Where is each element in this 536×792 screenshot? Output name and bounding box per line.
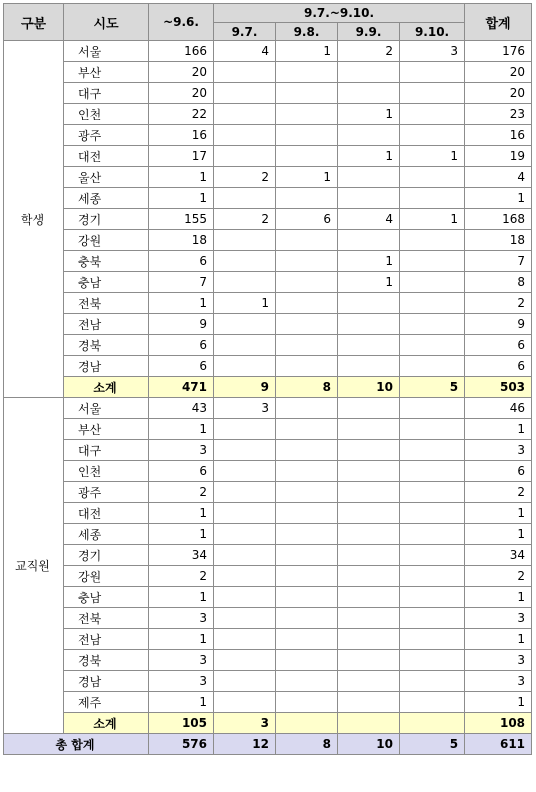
value-cell: [400, 608, 465, 629]
value-cell: [338, 167, 400, 188]
value-cell: 4: [338, 209, 400, 230]
table-row: [4, 125, 532, 146]
value-cell: [338, 83, 400, 104]
value-cell: [276, 461, 338, 482]
table-body: [4, 41, 532, 755]
value-cell: [338, 503, 400, 524]
value-cell: [338, 545, 400, 566]
value-cell: 22: [149, 104, 214, 125]
value-cell: 2: [149, 482, 214, 503]
value-cell: [214, 419, 276, 440]
header-date-2: 9.8.: [276, 23, 338, 41]
value-cell: [400, 671, 465, 692]
value-cell: [214, 461, 276, 482]
value-cell: 1: [465, 524, 532, 545]
value-cell: [400, 272, 465, 293]
table-row: [4, 503, 532, 524]
value-cell: 3: [465, 608, 532, 629]
value-cell: [338, 440, 400, 461]
value-cell: [214, 545, 276, 566]
group-label: 교직원: [4, 398, 64, 734]
value-cell: [276, 566, 338, 587]
value-cell: [214, 272, 276, 293]
value-cell: [338, 188, 400, 209]
table-row: [4, 566, 532, 587]
value-cell: 3: [149, 650, 214, 671]
value-cell: [400, 62, 465, 83]
value-cell: 1: [400, 209, 465, 230]
table-row: [4, 524, 532, 545]
region-cell: 경남: [64, 671, 149, 692]
value-cell: [400, 293, 465, 314]
value-cell: [214, 335, 276, 356]
value-cell: 34: [149, 545, 214, 566]
subtotal-row: [4, 713, 532, 734]
value-cell: 1: [149, 167, 214, 188]
value-cell: [276, 692, 338, 713]
value-cell: [214, 440, 276, 461]
value-cell: [400, 335, 465, 356]
value-cell: [400, 650, 465, 671]
value-cell: [214, 188, 276, 209]
value-cell: 1: [465, 587, 532, 608]
value-cell: 3: [149, 671, 214, 692]
value-cell: 18: [149, 230, 214, 251]
table-row: [4, 209, 532, 230]
table-row: [4, 608, 532, 629]
table-row: [4, 41, 532, 62]
value-cell: [338, 566, 400, 587]
value-cell: 1: [276, 167, 338, 188]
covid-cases-table: [3, 3, 532, 755]
subtotal-value: [338, 713, 400, 734]
value-cell: 23: [465, 104, 532, 125]
value-cell: [400, 566, 465, 587]
region-cell: 경기: [64, 209, 149, 230]
table-row: [4, 692, 532, 713]
table-row: [4, 83, 532, 104]
region-cell: 전북: [64, 608, 149, 629]
region-cell: 강원: [64, 230, 149, 251]
value-cell: [214, 524, 276, 545]
region-cell: 광주: [64, 482, 149, 503]
table-row: [4, 650, 532, 671]
value-cell: [338, 125, 400, 146]
table-row: [4, 314, 532, 335]
value-cell: 1: [149, 419, 214, 440]
value-cell: [338, 671, 400, 692]
value-cell: [214, 104, 276, 125]
value-cell: [400, 629, 465, 650]
value-cell: [400, 398, 465, 419]
subtotal-value: [400, 713, 465, 734]
table-row: [4, 587, 532, 608]
value-cell: 16: [465, 125, 532, 146]
value-cell: [214, 251, 276, 272]
value-cell: [400, 314, 465, 335]
value-cell: 6: [149, 335, 214, 356]
subtotal-value: 108: [465, 713, 532, 734]
table-row: [4, 545, 532, 566]
header-before: ~9.6.: [149, 4, 214, 41]
value-cell: 20: [465, 62, 532, 83]
group-label: 학생: [4, 41, 64, 398]
value-cell: 18: [465, 230, 532, 251]
value-cell: [338, 608, 400, 629]
table-row: [4, 251, 532, 272]
value-cell: 1: [465, 629, 532, 650]
value-cell: [276, 62, 338, 83]
value-cell: 3: [214, 398, 276, 419]
subtotal-value: [276, 713, 338, 734]
value-cell: [276, 356, 338, 377]
value-cell: 4: [214, 41, 276, 62]
header-date-1: 9.7.: [214, 23, 276, 41]
value-cell: 34: [465, 545, 532, 566]
value-cell: [276, 671, 338, 692]
value-cell: [400, 251, 465, 272]
value-cell: 2: [214, 167, 276, 188]
value-cell: [276, 230, 338, 251]
grand-total-value: 5: [400, 734, 465, 755]
value-cell: [338, 314, 400, 335]
value-cell: [214, 587, 276, 608]
value-cell: [214, 356, 276, 377]
value-cell: [338, 482, 400, 503]
value-cell: 1: [149, 587, 214, 608]
table-row: [4, 440, 532, 461]
value-cell: [338, 461, 400, 482]
header-category: 구분: [4, 4, 64, 41]
region-cell: 제주: [64, 692, 149, 713]
value-cell: 9: [465, 314, 532, 335]
value-cell: 176: [465, 41, 532, 62]
table-row: [4, 671, 532, 692]
value-cell: [276, 545, 338, 566]
value-cell: [214, 125, 276, 146]
grand-total-value: 8: [276, 734, 338, 755]
value-cell: 155: [149, 209, 214, 230]
value-cell: [338, 650, 400, 671]
value-cell: 3: [465, 440, 532, 461]
value-cell: [276, 398, 338, 419]
region-cell: 광주: [64, 125, 149, 146]
value-cell: [276, 251, 338, 272]
value-cell: [338, 524, 400, 545]
region-cell: 충남: [64, 272, 149, 293]
value-cell: [400, 692, 465, 713]
value-cell: 20: [149, 83, 214, 104]
value-cell: [338, 629, 400, 650]
region-cell: 대전: [64, 503, 149, 524]
value-cell: [400, 230, 465, 251]
value-cell: [276, 482, 338, 503]
value-cell: [214, 83, 276, 104]
subtotal-value: 9: [214, 377, 276, 398]
header-range: 9.7.~9.10.: [214, 4, 465, 23]
value-cell: 1: [149, 503, 214, 524]
value-cell: [214, 629, 276, 650]
table-row: [4, 62, 532, 83]
value-cell: [276, 587, 338, 608]
value-cell: 1: [149, 692, 214, 713]
value-cell: [400, 482, 465, 503]
value-cell: 168: [465, 209, 532, 230]
region-cell: 부산: [64, 419, 149, 440]
region-cell: 전남: [64, 629, 149, 650]
value-cell: [400, 524, 465, 545]
region-cell: 전북: [64, 293, 149, 314]
subtotal-value: 503: [465, 377, 532, 398]
region-cell: 충남: [64, 587, 149, 608]
value-cell: [400, 440, 465, 461]
region-cell: 세종: [64, 524, 149, 545]
value-cell: 1: [214, 293, 276, 314]
value-cell: [276, 335, 338, 356]
region-cell: 서울: [64, 398, 149, 419]
value-cell: 6: [465, 335, 532, 356]
value-cell: [400, 356, 465, 377]
table-row: [4, 482, 532, 503]
table-row: [4, 356, 532, 377]
table-row: [4, 167, 532, 188]
grand-total-value: 10: [338, 734, 400, 755]
region-cell: 경북: [64, 335, 149, 356]
value-cell: 2: [338, 41, 400, 62]
region-cell: 경남: [64, 356, 149, 377]
value-cell: [276, 83, 338, 104]
value-cell: 6: [149, 251, 214, 272]
value-cell: [338, 62, 400, 83]
value-cell: [276, 188, 338, 209]
subtotal-value: 105: [149, 713, 214, 734]
table-row: [4, 230, 532, 251]
region-cell: 대구: [64, 83, 149, 104]
value-cell: [276, 608, 338, 629]
value-cell: 1: [338, 251, 400, 272]
value-cell: [276, 419, 338, 440]
value-cell: [276, 440, 338, 461]
value-cell: [214, 482, 276, 503]
table-row: [4, 398, 532, 419]
value-cell: 9: [149, 314, 214, 335]
value-cell: 1: [465, 188, 532, 209]
grand-total-label: 총 합계: [4, 734, 149, 755]
value-cell: [276, 104, 338, 125]
value-cell: 1: [465, 503, 532, 524]
value-cell: [338, 335, 400, 356]
subtotal-value: 5: [400, 377, 465, 398]
value-cell: [400, 545, 465, 566]
value-cell: [276, 503, 338, 524]
region-cell: 경북: [64, 650, 149, 671]
value-cell: 166: [149, 41, 214, 62]
value-cell: 1: [465, 692, 532, 713]
value-cell: [338, 692, 400, 713]
value-cell: 1: [465, 419, 532, 440]
value-cell: [400, 167, 465, 188]
value-cell: [338, 419, 400, 440]
value-cell: [214, 230, 276, 251]
region-cell: 세종: [64, 188, 149, 209]
region-cell: 인천: [64, 461, 149, 482]
value-cell: [276, 650, 338, 671]
value-cell: [338, 587, 400, 608]
subtotal-value: 3: [214, 713, 276, 734]
table-row: [4, 146, 532, 167]
table-row: [4, 293, 532, 314]
value-cell: [214, 566, 276, 587]
value-cell: 6: [149, 461, 214, 482]
grand-total-value: 611: [465, 734, 532, 755]
value-cell: 6: [465, 461, 532, 482]
value-cell: 1: [338, 272, 400, 293]
subtotal-value: 10: [338, 377, 400, 398]
value-cell: 46: [465, 398, 532, 419]
value-cell: [338, 356, 400, 377]
value-cell: [214, 314, 276, 335]
value-cell: 3: [400, 41, 465, 62]
value-cell: [338, 293, 400, 314]
region-cell: 인천: [64, 104, 149, 125]
value-cell: [400, 419, 465, 440]
region-cell: 대구: [64, 440, 149, 461]
subtotal-value: 8: [276, 377, 338, 398]
region-cell: 부산: [64, 62, 149, 83]
subtotal-label: 소계: [64, 713, 149, 734]
header-date-4: 9.10.: [400, 23, 465, 41]
value-cell: [276, 524, 338, 545]
region-cell: 대전: [64, 146, 149, 167]
value-cell: 1: [149, 629, 214, 650]
value-cell: 3: [149, 440, 214, 461]
value-cell: [338, 230, 400, 251]
value-cell: 7: [149, 272, 214, 293]
value-cell: [400, 461, 465, 482]
value-cell: 43: [149, 398, 214, 419]
value-cell: 16: [149, 125, 214, 146]
table-row: [4, 335, 532, 356]
value-cell: [214, 146, 276, 167]
table-row: [4, 104, 532, 125]
value-cell: [276, 272, 338, 293]
grand-total-value: 576: [149, 734, 214, 755]
header-region: 시도: [64, 4, 149, 41]
table-row: [4, 629, 532, 650]
value-cell: [214, 503, 276, 524]
value-cell: 1: [149, 524, 214, 545]
value-cell: 7: [465, 251, 532, 272]
value-cell: 20: [149, 62, 214, 83]
value-cell: 2: [214, 209, 276, 230]
value-cell: 8: [465, 272, 532, 293]
value-cell: [214, 650, 276, 671]
table-row: [4, 419, 532, 440]
grand-total-row: [4, 734, 532, 755]
value-cell: 4: [465, 167, 532, 188]
value-cell: 17: [149, 146, 214, 167]
value-cell: [400, 587, 465, 608]
value-cell: [400, 83, 465, 104]
value-cell: 1: [149, 188, 214, 209]
region-cell: 전남: [64, 314, 149, 335]
region-cell: 울산: [64, 167, 149, 188]
region-cell: 경기: [64, 545, 149, 566]
value-cell: [214, 62, 276, 83]
value-cell: [276, 314, 338, 335]
value-cell: [214, 608, 276, 629]
value-cell: 3: [465, 671, 532, 692]
value-cell: 1: [276, 41, 338, 62]
value-cell: 6: [149, 356, 214, 377]
value-cell: [400, 125, 465, 146]
value-cell: [276, 125, 338, 146]
header-date-3: 9.9.: [338, 23, 400, 41]
value-cell: 6: [276, 209, 338, 230]
value-cell: 1: [338, 146, 400, 167]
table-row: [4, 188, 532, 209]
subtotal-label: 소계: [64, 377, 149, 398]
region-cell: 강원: [64, 566, 149, 587]
value-cell: 3: [149, 608, 214, 629]
table-row: [4, 272, 532, 293]
table-row: [4, 461, 532, 482]
value-cell: [400, 104, 465, 125]
region-cell: 충북: [64, 251, 149, 272]
value-cell: 1: [149, 293, 214, 314]
value-cell: [276, 146, 338, 167]
value-cell: 2: [465, 293, 532, 314]
subtotal-value: 471: [149, 377, 214, 398]
subtotal-row: [4, 377, 532, 398]
value-cell: 2: [465, 566, 532, 587]
value-cell: [276, 629, 338, 650]
value-cell: [214, 671, 276, 692]
value-cell: [276, 293, 338, 314]
value-cell: 2: [465, 482, 532, 503]
header-total: 합계: [465, 4, 532, 41]
value-cell: [214, 692, 276, 713]
grand-total-value: 12: [214, 734, 276, 755]
value-cell: 1: [338, 104, 400, 125]
value-cell: [338, 398, 400, 419]
value-cell: 2: [149, 566, 214, 587]
region-cell: 서울: [64, 41, 149, 62]
value-cell: [400, 503, 465, 524]
value-cell: 20: [465, 83, 532, 104]
value-cell: 6: [465, 356, 532, 377]
value-cell: 3: [465, 650, 532, 671]
value-cell: [400, 188, 465, 209]
value-cell: 1: [400, 146, 465, 167]
value-cell: 19: [465, 146, 532, 167]
